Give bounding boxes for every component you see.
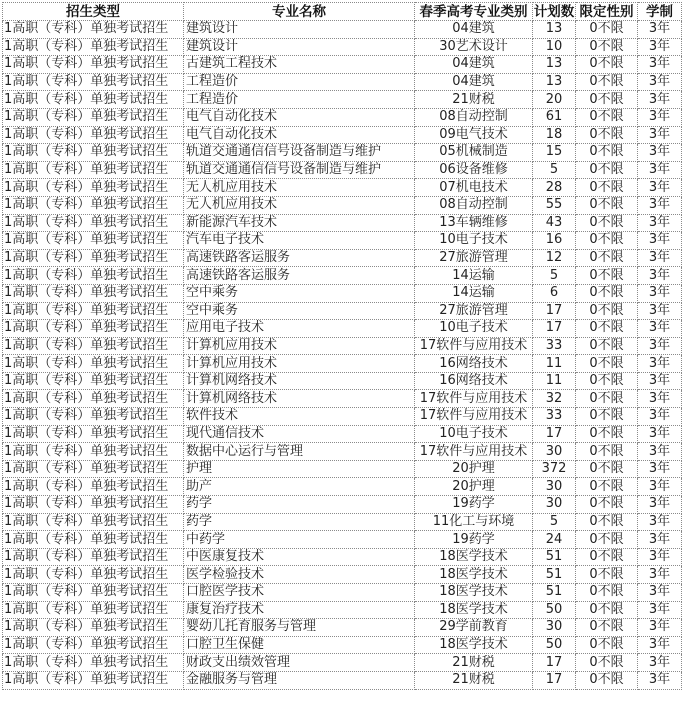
table-row xyxy=(3,267,682,285)
major-name-cell: 助产 xyxy=(184,478,415,496)
duration-cell: 3年 xyxy=(638,513,682,531)
enrollment-type-cell: 1高职（专科）单独考试招生 xyxy=(3,108,184,126)
enrollment-type-cell: 1高职（专科）单独考试招生 xyxy=(3,214,184,232)
table-body xyxy=(3,21,682,690)
major-name-cell: 软件技术 xyxy=(184,408,415,426)
plan-count-cell: 50 xyxy=(533,601,576,619)
exam-category-cell: 11化工与环境 xyxy=(415,513,533,531)
plan-count-cell: 17 xyxy=(533,654,576,672)
major-name-cell: 现代通信技术 xyxy=(184,425,415,443)
header-plan-count: 计划数 xyxy=(533,3,575,20)
gender-cell: 0不限 xyxy=(576,108,638,126)
duration-cell: 3年 xyxy=(638,267,682,285)
table-row xyxy=(3,478,682,496)
duration-cell: 3年 xyxy=(638,425,682,443)
enrollment-type-cell: 1高职（专科）单独考试招生 xyxy=(3,443,184,461)
duration-cell: 3年 xyxy=(638,38,682,56)
exam-category-cell: 08自动控制 xyxy=(415,108,533,126)
plan-count-cell: 17 xyxy=(533,425,576,443)
gender-cell: 0不限 xyxy=(576,38,638,56)
header-row xyxy=(3,3,682,21)
table-row xyxy=(3,584,682,602)
enrollment-type-cell: 1高职（专科）单独考试招生 xyxy=(3,302,184,320)
exam-category-cell: 20护理 xyxy=(415,478,533,496)
exam-category-cell: 04建筑 xyxy=(415,73,533,91)
major-name-cell: 药学 xyxy=(184,496,415,514)
enrollment-type-cell: 1高职（专科）单独考试招生 xyxy=(3,126,184,144)
plan-count-cell: 50 xyxy=(533,636,576,654)
gender-cell: 0不限 xyxy=(576,478,638,496)
plan-count-cell: 13 xyxy=(533,21,576,39)
enrollment-type-cell: 1高职（专科）单独考试招生 xyxy=(3,513,184,531)
header-enrollment-type: 招生类型 xyxy=(3,3,184,21)
exam-category-cell: 21财税 xyxy=(415,654,533,672)
gender-cell: 0不限 xyxy=(576,425,638,443)
major-name-cell: 数据中心运行与管理 xyxy=(184,443,415,461)
major-name-cell: 无人机应用技术 xyxy=(184,179,415,197)
gender-cell: 0不限 xyxy=(576,619,638,637)
table-row xyxy=(3,671,682,689)
duration-cell: 3年 xyxy=(638,408,682,426)
table-row xyxy=(3,144,682,162)
major-name-cell: 轨道交通通信信号设备制造与维护 xyxy=(184,144,415,162)
major-name-cell: 古建筑工程技术 xyxy=(184,56,415,74)
table-row xyxy=(3,443,682,461)
major-name-cell: 建筑设计 xyxy=(184,21,415,39)
duration-cell: 3年 xyxy=(638,548,682,566)
exam-category-cell: 18医学技术 xyxy=(415,566,533,584)
major-name-cell: 康复治疗技术 xyxy=(184,601,415,619)
plan-count-cell: 33 xyxy=(533,337,576,355)
gender-cell: 0不限 xyxy=(576,460,638,478)
gender-cell: 0不限 xyxy=(576,654,638,672)
enrollment-type-cell: 1高职（专科）单独考试招生 xyxy=(3,654,184,672)
duration-cell: 3年 xyxy=(638,179,682,197)
plan-count-cell: 16 xyxy=(533,232,576,250)
exam-category-cell: 09电气技术 xyxy=(415,126,533,144)
gender-cell: 0不限 xyxy=(576,56,638,74)
enrollment-type-cell: 1高职（专科）单独考试招生 xyxy=(3,144,184,162)
gender-cell: 0不限 xyxy=(576,91,638,109)
table-row xyxy=(3,408,682,426)
gender-cell: 0不限 xyxy=(576,161,638,179)
gender-cell: 0不限 xyxy=(576,337,638,355)
gender-cell: 0不限 xyxy=(576,267,638,285)
plan-count-cell: 61 xyxy=(533,108,576,126)
gender-cell: 0不限 xyxy=(576,443,638,461)
enrollment-type-cell: 1高职（专科）单独考试招生 xyxy=(3,284,184,302)
exam-category-cell: 04建筑 xyxy=(415,56,533,74)
exam-category-cell: 07机电技术 xyxy=(415,179,533,197)
plan-count-cell: 17 xyxy=(533,671,576,689)
major-name-cell: 计算机应用技术 xyxy=(184,355,415,373)
plan-count-cell: 30 xyxy=(533,496,576,514)
duration-cell: 3年 xyxy=(638,126,682,144)
major-name-cell: 空中乘务 xyxy=(184,284,415,302)
gender-cell: 0不限 xyxy=(576,214,638,232)
table-row xyxy=(3,73,682,91)
duration-cell: 3年 xyxy=(638,601,682,619)
exam-category-cell: 14运输 xyxy=(415,284,533,302)
duration-cell: 3年 xyxy=(638,337,682,355)
enrollment-plan-table xyxy=(2,2,682,690)
enrollment-type-cell: 1高职（专科）单独考试招生 xyxy=(3,73,184,91)
table-row xyxy=(3,460,682,478)
duration-cell: 3年 xyxy=(638,496,682,514)
table-row xyxy=(3,196,682,214)
duration-cell: 3年 xyxy=(638,108,682,126)
gender-cell: 0不限 xyxy=(576,408,638,426)
major-name-cell: 财政支出绩效管理 xyxy=(184,654,415,672)
major-name-cell: 轨道交通通信信号设备制造与维护 xyxy=(184,161,415,179)
plan-count-cell: 372 xyxy=(533,460,576,478)
gender-cell: 0不限 xyxy=(576,126,638,144)
table-row xyxy=(3,531,682,549)
gender-cell: 0不限 xyxy=(576,548,638,566)
major-name-cell: 计算机网络技术 xyxy=(184,390,415,408)
duration-cell: 3年 xyxy=(638,671,682,689)
plan-count-cell: 17 xyxy=(533,302,576,320)
plan-count-cell: 55 xyxy=(533,196,576,214)
exam-category-cell: 04建筑 xyxy=(415,21,533,39)
duration-cell: 3年 xyxy=(638,355,682,373)
major-name-cell: 口腔卫生保健 xyxy=(184,636,415,654)
duration-cell: 3年 xyxy=(638,56,682,74)
gender-cell: 0不限 xyxy=(576,179,638,197)
enrollment-type-cell: 1高职（专科）单独考试招生 xyxy=(3,91,184,109)
exam-category-cell: 20护理 xyxy=(415,460,533,478)
plan-count-cell: 15 xyxy=(533,144,576,162)
major-name-cell: 新能源汽车技术 xyxy=(184,214,415,232)
duration-cell: 3年 xyxy=(638,21,682,39)
exam-category-cell: 18医学技术 xyxy=(415,601,533,619)
exam-category-cell: 10电子技术 xyxy=(415,232,533,250)
header-gender-restriction: 限定性别 xyxy=(576,3,638,21)
table-row xyxy=(3,108,682,126)
duration-cell: 3年 xyxy=(638,320,682,338)
enrollment-type-cell: 1高职（专科）单独考试招生 xyxy=(3,601,184,619)
enrollment-type-cell: 1高职（专科）单独考试招生 xyxy=(3,460,184,478)
gender-cell: 0不限 xyxy=(576,601,638,619)
duration-cell: 3年 xyxy=(638,196,682,214)
major-name-cell: 应用电子技术 xyxy=(184,320,415,338)
major-name-cell: 电气自动化技术 xyxy=(184,126,415,144)
exam-category-cell: 08自动控制 xyxy=(415,196,533,214)
major-name-cell: 高速铁路客运服务 xyxy=(184,267,415,285)
table-row xyxy=(3,425,682,443)
major-name-cell: 婴幼儿托育服务与管理 xyxy=(184,619,415,637)
enrollment-type-cell: 1高职（专科）单独考试招生 xyxy=(3,249,184,267)
gender-cell: 0不限 xyxy=(576,636,638,654)
exam-category-cell: 05机械制造 xyxy=(415,144,533,162)
enrollment-type-cell: 1高职（专科）单独考试招生 xyxy=(3,408,184,426)
enrollment-type-cell: 1高职（专科）单独考试招生 xyxy=(3,179,184,197)
exam-category-cell: 19药学 xyxy=(415,531,533,549)
duration-cell: 3年 xyxy=(638,284,682,302)
major-name-cell: 电气自动化技术 xyxy=(184,108,415,126)
duration-cell: 3年 xyxy=(638,636,682,654)
exam-category-cell: 17软件与应用技术 xyxy=(415,337,533,355)
table-row xyxy=(3,654,682,672)
gender-cell: 0不限 xyxy=(576,196,638,214)
gender-cell: 0不限 xyxy=(576,513,638,531)
major-name-cell: 计算机应用技术 xyxy=(184,337,415,355)
plan-count-cell: 32 xyxy=(533,390,576,408)
table-row xyxy=(3,161,682,179)
major-name-cell: 高速铁路客运服务 xyxy=(184,249,415,267)
exam-category-cell: 21财税 xyxy=(415,671,533,689)
gender-cell: 0不限 xyxy=(576,531,638,549)
plan-count-cell: 18 xyxy=(533,126,576,144)
major-name-cell: 中医康复技术 xyxy=(184,548,415,566)
enrollment-type-cell: 1高职（专科）单独考试招生 xyxy=(3,56,184,74)
table-row xyxy=(3,126,682,144)
duration-cell: 3年 xyxy=(638,566,682,584)
major-name-cell: 计算机网络技术 xyxy=(184,372,415,390)
gender-cell: 0不限 xyxy=(576,144,638,162)
exam-category-cell: 10电子技术 xyxy=(415,320,533,338)
table-row xyxy=(3,21,682,39)
plan-count-cell: 5 xyxy=(533,267,576,285)
enrollment-type-cell: 1高职（专科）单独考试招生 xyxy=(3,372,184,390)
exam-category-cell: 17软件与应用技术 xyxy=(415,390,533,408)
table-row xyxy=(3,232,682,250)
exam-category-cell: 17软件与应用技术 xyxy=(415,443,533,461)
table-row xyxy=(3,38,682,56)
duration-cell: 3年 xyxy=(638,91,682,109)
plan-count-cell: 43 xyxy=(533,214,576,232)
plan-count-cell: 6 xyxy=(533,284,576,302)
gender-cell: 0不限 xyxy=(576,390,638,408)
plan-count-cell: 11 xyxy=(533,355,576,373)
duration-cell: 3年 xyxy=(638,443,682,461)
enrollment-type-cell: 1高职（专科）单独考试招生 xyxy=(3,267,184,285)
duration-cell: 3年 xyxy=(638,161,682,179)
exam-category-cell: 18医学技术 xyxy=(415,584,533,602)
table-row xyxy=(3,56,682,74)
table-row xyxy=(3,372,682,390)
gender-cell: 0不限 xyxy=(576,496,638,514)
duration-cell: 3年 xyxy=(638,531,682,549)
header-major-name: 专业名称 xyxy=(184,3,415,21)
enrollment-type-cell: 1高职（专科）单独考试招生 xyxy=(3,584,184,602)
gender-cell: 0不限 xyxy=(576,73,638,91)
duration-cell: 3年 xyxy=(638,232,682,250)
plan-count-cell: 30 xyxy=(533,619,576,637)
major-name-cell: 建筑设计 xyxy=(184,38,415,56)
table-row xyxy=(3,636,682,654)
table-row xyxy=(3,91,682,109)
major-name-cell: 无人机应用技术 xyxy=(184,196,415,214)
major-name-cell: 医学检验技术 xyxy=(184,566,415,584)
exam-category-cell: 10电子技术 xyxy=(415,425,533,443)
major-name-cell: 护理 xyxy=(184,460,415,478)
enrollment-type-cell: 1高职（专科）单独考试招生 xyxy=(3,337,184,355)
major-name-cell: 金融服务与管理 xyxy=(184,671,415,689)
duration-cell: 3年 xyxy=(638,460,682,478)
enrollment-type-cell: 1高职（专科）单独考试招生 xyxy=(3,566,184,584)
table-row xyxy=(3,496,682,514)
table-row xyxy=(3,320,682,338)
gender-cell: 0不限 xyxy=(576,584,638,602)
enrollment-type-cell: 1高职（专科）单独考试招生 xyxy=(3,196,184,214)
enrollment-type-cell: 1高职（专科）单独考试招生 xyxy=(3,619,184,637)
exam-category-cell: 16网络技术 xyxy=(415,355,533,373)
plan-count-cell: 10 xyxy=(533,38,576,56)
plan-count-cell: 51 xyxy=(533,584,576,602)
duration-cell: 3年 xyxy=(638,249,682,267)
table-row xyxy=(3,601,682,619)
major-name-cell: 中药学 xyxy=(184,531,415,549)
gender-cell: 0不限 xyxy=(576,302,638,320)
plan-count-cell: 51 xyxy=(533,566,576,584)
plan-count-cell: 33 xyxy=(533,408,576,426)
plan-count-cell: 12 xyxy=(533,249,576,267)
table-row xyxy=(3,548,682,566)
table-row xyxy=(3,355,682,373)
duration-cell: 3年 xyxy=(638,390,682,408)
table-row xyxy=(3,179,682,197)
major-name-cell: 工程造价 xyxy=(184,91,415,109)
exam-category-cell: 14运输 xyxy=(415,267,533,285)
enrollment-type-cell: 1高职（专科）单独考试招生 xyxy=(3,320,184,338)
table-row xyxy=(3,302,682,320)
exam-category-cell: 13车辆维修 xyxy=(415,214,533,232)
duration-cell: 3年 xyxy=(638,478,682,496)
header-spring-exam-category: 春季高考专业类别 xyxy=(415,3,533,21)
duration-cell: 3年 xyxy=(638,372,682,390)
plan-count-cell: 5 xyxy=(533,161,576,179)
gender-cell: 0不限 xyxy=(576,232,638,250)
table-row xyxy=(3,337,682,355)
exam-category-cell: 29学前教育 xyxy=(415,619,533,637)
plan-count-cell: 11 xyxy=(533,372,576,390)
gender-cell: 0不限 xyxy=(576,355,638,373)
exam-category-cell: 16网络技术 xyxy=(415,372,533,390)
enrollment-type-cell: 1高职（专科）单独考试招生 xyxy=(3,355,184,373)
major-name-cell: 空中乘务 xyxy=(184,302,415,320)
duration-cell: 3年 xyxy=(638,144,682,162)
enrollment-type-cell: 1高职（专科）单独考试招生 xyxy=(3,390,184,408)
gender-cell: 0不限 xyxy=(576,320,638,338)
enrollment-type-cell: 1高职（专科）单独考试招生 xyxy=(3,636,184,654)
gender-cell: 0不限 xyxy=(576,671,638,689)
exam-category-cell: 19药学 xyxy=(415,496,533,514)
exam-category-cell: 30艺术设计 xyxy=(415,38,533,56)
gender-cell: 0不限 xyxy=(576,21,638,39)
duration-cell: 3年 xyxy=(638,654,682,672)
exam-category-cell: 18医学技术 xyxy=(415,636,533,654)
duration-cell: 3年 xyxy=(638,73,682,91)
table-row xyxy=(3,249,682,267)
exam-category-cell: 17软件与应用技术 xyxy=(415,408,533,426)
major-name-cell: 工程造价 xyxy=(184,73,415,91)
enrollment-type-cell: 1高职（专科）单独考试招生 xyxy=(3,21,184,39)
enrollment-type-cell: 1高职（专科）单独考试招生 xyxy=(3,548,184,566)
plan-count-cell: 28 xyxy=(533,179,576,197)
table-row xyxy=(3,566,682,584)
table-row xyxy=(3,619,682,637)
plan-count-cell: 51 xyxy=(533,548,576,566)
enrollment-type-cell: 1高职（专科）单独考试招生 xyxy=(3,425,184,443)
enrollment-type-cell: 1高职（专科）单独考试招生 xyxy=(3,38,184,56)
enrollment-type-cell: 1高职（专科）单独考试招生 xyxy=(3,531,184,549)
plan-count-cell: 30 xyxy=(533,443,576,461)
exam-category-cell: 21财税 xyxy=(415,91,533,109)
exam-category-cell: 18医学技术 xyxy=(415,548,533,566)
duration-cell: 3年 xyxy=(638,584,682,602)
major-name-cell: 汽车电子技术 xyxy=(184,232,415,250)
plan-count-cell: 13 xyxy=(533,73,576,91)
exam-category-cell: 27旅游管理 xyxy=(415,249,533,267)
enrollment-type-cell: 1高职（专科）单独考试招生 xyxy=(3,671,184,689)
plan-count-cell: 30 xyxy=(533,478,576,496)
duration-cell: 3年 xyxy=(638,214,682,232)
enrollment-type-cell: 1高职（专科）单独考试招生 xyxy=(3,478,184,496)
gender-cell: 0不限 xyxy=(576,249,638,267)
major-name-cell: 药学 xyxy=(184,513,415,531)
gender-cell: 0不限 xyxy=(576,372,638,390)
plan-count-cell: 13 xyxy=(533,56,576,74)
table-row xyxy=(3,513,682,531)
table-row xyxy=(3,214,682,232)
exam-category-cell: 27旅游管理 xyxy=(415,302,533,320)
plan-count-cell: 5 xyxy=(533,513,576,531)
exam-category-cell: 06设备维修 xyxy=(415,161,533,179)
gender-cell: 0不限 xyxy=(576,566,638,584)
major-name-cell: 口腔医学技术 xyxy=(184,584,415,602)
header-duration: 学制 xyxy=(638,3,682,21)
plan-count-cell: 24 xyxy=(533,531,576,549)
plan-count-cell: 17 xyxy=(533,320,576,338)
enrollment-type-cell: 1高职（专科）单独考试招生 xyxy=(3,232,184,250)
table-row xyxy=(3,284,682,302)
table-row xyxy=(3,390,682,408)
plan-count-cell: 20 xyxy=(533,91,576,109)
gender-cell: 0不限 xyxy=(576,284,638,302)
enrollment-type-cell: 1高职（专科）单独考试招生 xyxy=(3,161,184,179)
duration-cell: 3年 xyxy=(638,619,682,637)
enrollment-type-cell: 1高职（专科）单独考试招生 xyxy=(3,496,184,514)
duration-cell: 3年 xyxy=(638,302,682,320)
